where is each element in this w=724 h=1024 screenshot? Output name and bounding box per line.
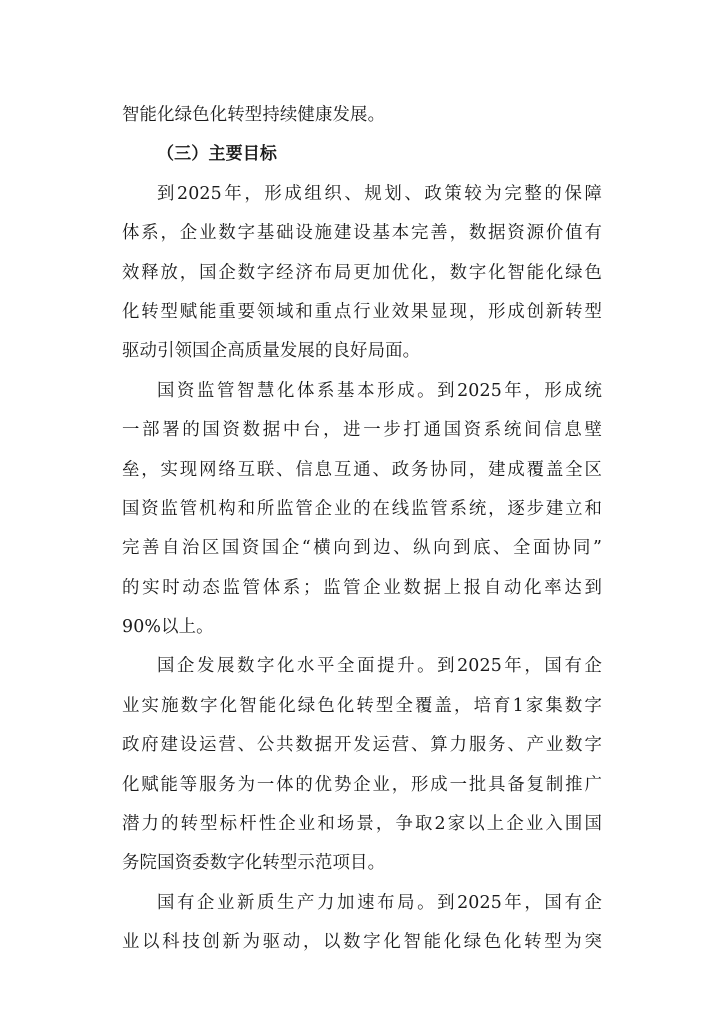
paragraph-line: 潜力的转型标杆性企业和场景，争取2家以上企业入围国 [122, 814, 602, 835]
paragraph-line: 业以科技创新为驱动，以数字化智能化绿色化转型为突 [122, 932, 602, 953]
paragraph-line: 垒，实现网络互联、信息互通、政务协同，建成覆盖全区 [122, 459, 602, 480]
paragraph-line: 国企发展数字化水平全面提升。到2025年，国有企 [157, 656, 602, 677]
paragraph-line: 智能化绿色化转型持续健康发展。 [122, 105, 386, 125]
paragraph-line: 国资监管智慧化体系基本形成。到2025年，形成统 [157, 380, 602, 401]
paragraph-line: 90%以上。 [122, 617, 214, 638]
paragraph-line: 务院国资委数字化转型示范项目。 [122, 853, 386, 874]
paragraph-line: 政府建设运营、公共数据开发运营、算力服务、产业数字 [122, 735, 602, 756]
document-body [122, 96, 602, 963]
paragraph-line: 国资监管机构和所监管企业的在线监管系统，逐步建立和 [122, 498, 602, 519]
paragraph-line: 完善自治区国资国企“横向到边、纵向到底、全面协同” [122, 538, 602, 559]
paragraph-line: 体系，企业数字基础设施建设基本完善，数据资源价值有 [122, 223, 602, 244]
paragraph-line: 的实时动态监管体系；监管企业数据上报自动化率达到 [122, 577, 602, 598]
paragraph-line: 化转型赋能重要领域和重点行业效果显现，形成创新转型 [122, 301, 602, 322]
paragraph-line: 到2025年，形成组织、规划、政策较为完整的保障 [157, 183, 602, 204]
paragraph-line: 驱动引领国企高质量发展的良好局面。 [122, 341, 421, 362]
paragraph-line: 国有企业新质生产力加速布局。到2025年，国有企 [157, 892, 602, 913]
section-heading: （三）主要目标 [157, 144, 278, 165]
paragraph-line: 化赋能等服务为一体的优势企业，形成一批具备复制推广 [122, 774, 602, 795]
paragraph-line: 效释放，国企数字经济布局更加优化，数字化智能化绿色 [122, 262, 602, 283]
paragraph-line: 业实施数字化智能化绿色化转型全覆盖，培育1家集数字 [122, 695, 602, 716]
paragraph-line: 一部署的国资数据中台，进一步打通国资系统间信息壁 [122, 420, 602, 441]
